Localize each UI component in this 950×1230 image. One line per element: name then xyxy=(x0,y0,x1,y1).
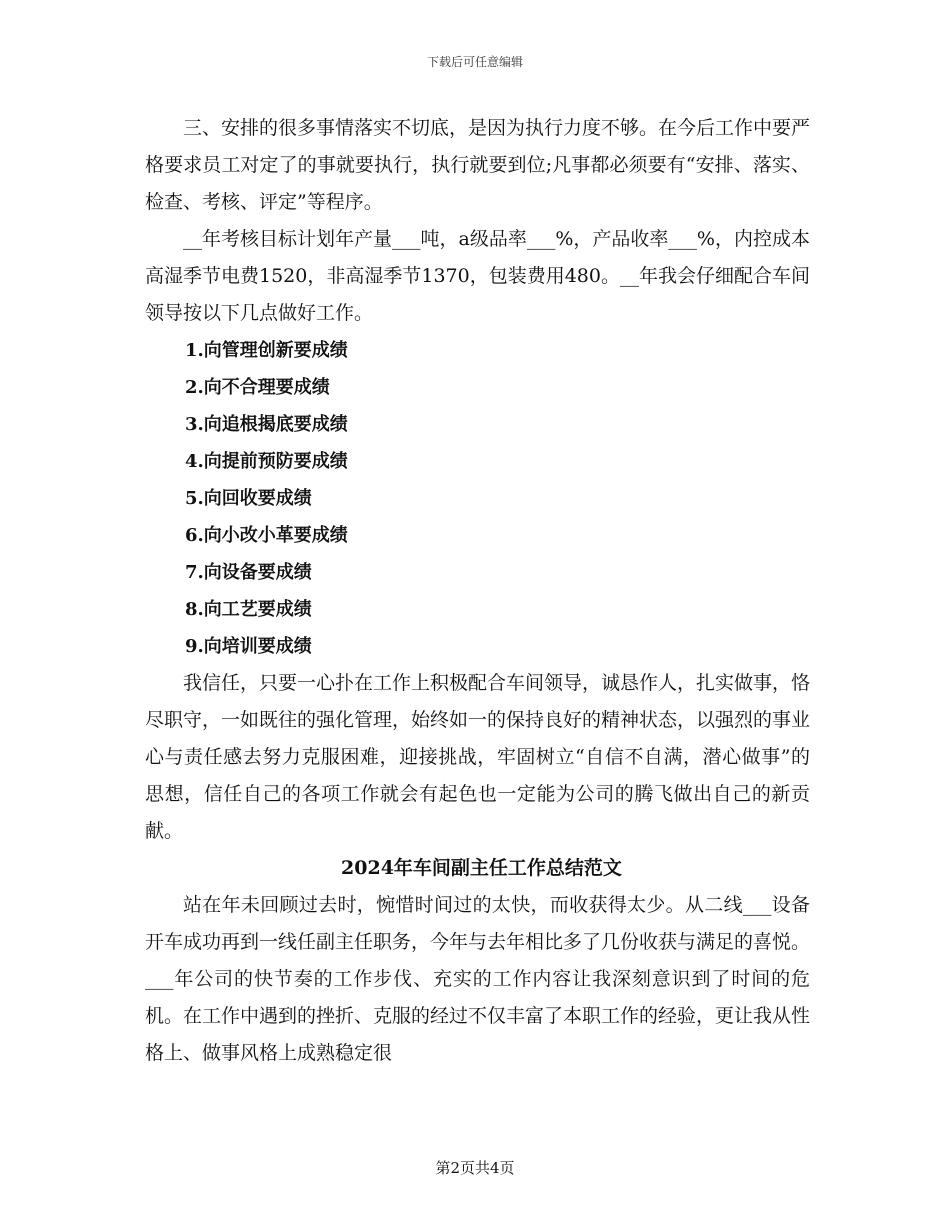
list-item: 3.向追根揭底要成绩 xyxy=(185,414,348,435)
page-footer: 第2页共4页 xyxy=(435,1159,515,1177)
list-item: 1.向管理创新要成绩 xyxy=(185,340,348,361)
work-points-list xyxy=(145,332,810,665)
list-item: 2.向不合理要成绩 xyxy=(185,377,330,398)
paragraph-review: 站在年未回顾过去时，惋惜时间过的太快，而收获得太少。从二线___设备开车成功再到一线任副主任职务，今年与去年相比多了几份收获与满足的喜悦。___年公司的快节奏的工作步伐、充实的工作内容让我深刻意识到了时间的危机。在工作中遇到的挫折、克服的经过不仅丰富了本职工作的经验，更让我从性格上、做事风格上成熟稳定很 xyxy=(145,894,811,1064)
list-item: 5.向回收要成绩 xyxy=(185,488,312,509)
list-item: 4.向提前预防要成绩 xyxy=(185,451,348,472)
document-body xyxy=(145,110,810,1072)
paragraph-commitment: 我信任，只要一心扑在工作上积极配合车间领导，诚恳作人，扎实做事，恪尽职守，一如既往的强化管理，始终如一的保持良好的精神状态，以强烈的事业心与责任感去努力克服困难，迎接挑战，牢固树立“自信不自满，潜心做事”的思想，信任自己的各项工作就会有起色也一定能为公司的腾飞做出自己的新贡献。 xyxy=(145,672,811,842)
list-item: 9.向培训要成绩 xyxy=(185,636,312,657)
paragraph-execution: 三、安排的很多事情落实不切底，是因为执行力度不够。在今后工作中要严格要求员工对定了的事就要执行，执行就要到位;凡事都必须要有“安排、落实、检查、考核、评定”等程序。 xyxy=(145,117,811,213)
list-item: 7.向设备要成绩 xyxy=(185,562,312,583)
section-title: 2024年车间副主任工作总结范文 xyxy=(341,857,622,879)
paragraph-targets: __年考核目标计划年产量___吨，a级品率___%，产品收率___%，内控成本高湿季节电费1520，非高湿季节1370，包装费用480。__年我会仔细配合车间领导按以下几点做好工作。 xyxy=(145,228,810,324)
page-header: 下载后可任意编辑 xyxy=(426,55,523,69)
list-item: 8.向工艺要成绩 xyxy=(185,599,312,620)
list-item: 6.向小改小革要成绩 xyxy=(185,525,348,546)
